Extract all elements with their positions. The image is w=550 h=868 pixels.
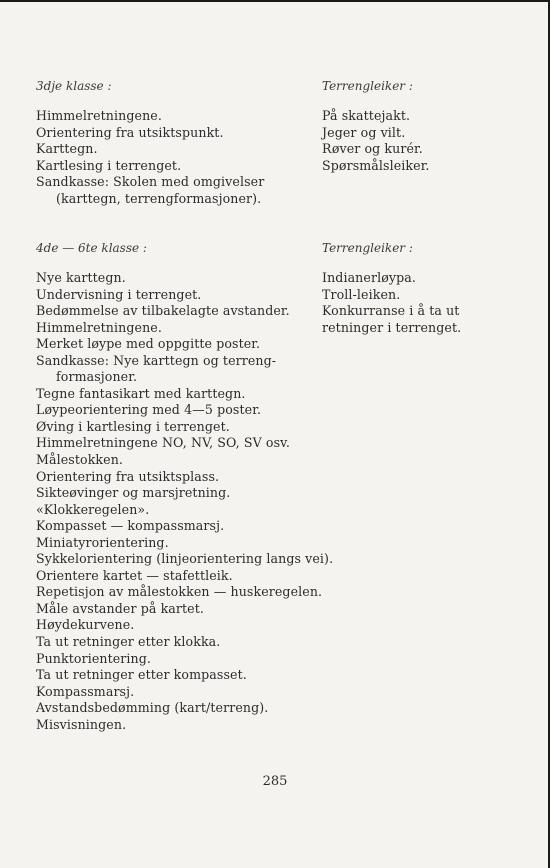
list-item: Himmelretningene. bbox=[36, 108, 162, 123]
list-item: retninger i terrenget. bbox=[322, 319, 462, 335]
list-item: Kompasset — kompassmarsj. bbox=[36, 518, 225, 534]
section2-right-column bbox=[322, 240, 461, 336]
list-item: Orientere kartet — stafettleik. bbox=[36, 567, 233, 583]
list-item: Merket løype med oppgitte poster. bbox=[36, 336, 261, 352]
list-item: formasjoner. bbox=[56, 369, 138, 385]
list-item: Tegne fantasikart med karttegn. bbox=[36, 385, 246, 401]
list-item: Nye karttegn. bbox=[36, 270, 126, 285]
section1-right-column bbox=[322, 78, 430, 174]
list-item: Undervisning i terrenget. bbox=[36, 286, 202, 302]
section2-right-list bbox=[322, 270, 461, 336]
list-item: Målestokken. bbox=[36, 452, 124, 468]
list-item: «Klokkeregelen». bbox=[36, 501, 150, 517]
section2-left-list bbox=[36, 270, 333, 733]
list-item: Løypeorientering med 4—5 poster. bbox=[36, 402, 262, 418]
section2-right-heading: Terrengleiker : bbox=[322, 241, 413, 255]
list-item: På skattejakt. bbox=[322, 108, 411, 123]
list-item: Røver og kurér. bbox=[322, 141, 423, 157]
list-item: Sikteøvinger og marsjretning. bbox=[36, 485, 231, 501]
list-item: Orientering fra utsiktsplass. bbox=[36, 468, 220, 484]
page-top-edge bbox=[0, 0, 550, 2]
list-item: Repetisjon av målestokken — huskeregelen. bbox=[36, 584, 323, 600]
list-item: Indianerløypa. bbox=[322, 270, 416, 285]
section1-left-heading: 3dje klasse : bbox=[36, 79, 112, 93]
list-item: Bedømmelse av tilbakelagte avstander. bbox=[36, 303, 290, 319]
list-item: Sandkasse: Skolen med omgivelser bbox=[36, 174, 265, 190]
list-item: Punktorientering. bbox=[36, 650, 152, 666]
section2-left-column bbox=[36, 240, 333, 733]
list-item: (karttegn, terrengformasjoner). bbox=[56, 190, 262, 206]
page-number: 285 bbox=[262, 774, 288, 789]
list-item: Ta ut retninger etter klokka. bbox=[36, 634, 221, 650]
list-item: Ta ut retninger etter kompasset. bbox=[36, 667, 247, 683]
list-item: Spørsmålsleiker. bbox=[322, 157, 430, 173]
list-item: Karttegn. bbox=[36, 141, 98, 157]
list-item: Himmelretningene. bbox=[36, 319, 162, 335]
section2-left-heading: 4de — 6te klasse : bbox=[36, 241, 147, 255]
list-item: Orientering fra utsiktspunkt. bbox=[36, 124, 224, 140]
list-item: Kartlesing i terrenget. bbox=[36, 157, 182, 173]
list-item: Kompassmarsj. bbox=[36, 683, 135, 699]
section1-left-column bbox=[36, 78, 264, 207]
list-item: Himmelretningene NO, NV, SO, SV osv. bbox=[36, 435, 290, 451]
list-item: Jeger og vilt. bbox=[322, 124, 406, 140]
section1-left-list bbox=[36, 108, 264, 207]
list-item: Miniatyrorientering. bbox=[36, 534, 169, 550]
list-item: Troll-leiken. bbox=[322, 286, 401, 302]
list-item: Misvisningen. bbox=[36, 716, 127, 732]
list-item: Høydekurvene. bbox=[36, 617, 135, 633]
list-item: Sandkasse: Nye karttegn og terreng- bbox=[36, 352, 277, 368]
list-item: Konkurranse i å ta ut bbox=[322, 303, 460, 319]
list-item: Avstandsbedømming (kart/terreng). bbox=[36, 700, 269, 716]
list-item: Sykkelorientering (linjeorientering langs vei). bbox=[36, 551, 334, 567]
list-item: Måle avstander på kartet. bbox=[36, 600, 205, 616]
list-item: Øving i kartlesing i terrenget. bbox=[36, 418, 230, 434]
section1-right-heading: Terrengleiker : bbox=[322, 79, 413, 93]
section1-right-list bbox=[322, 108, 430, 174]
